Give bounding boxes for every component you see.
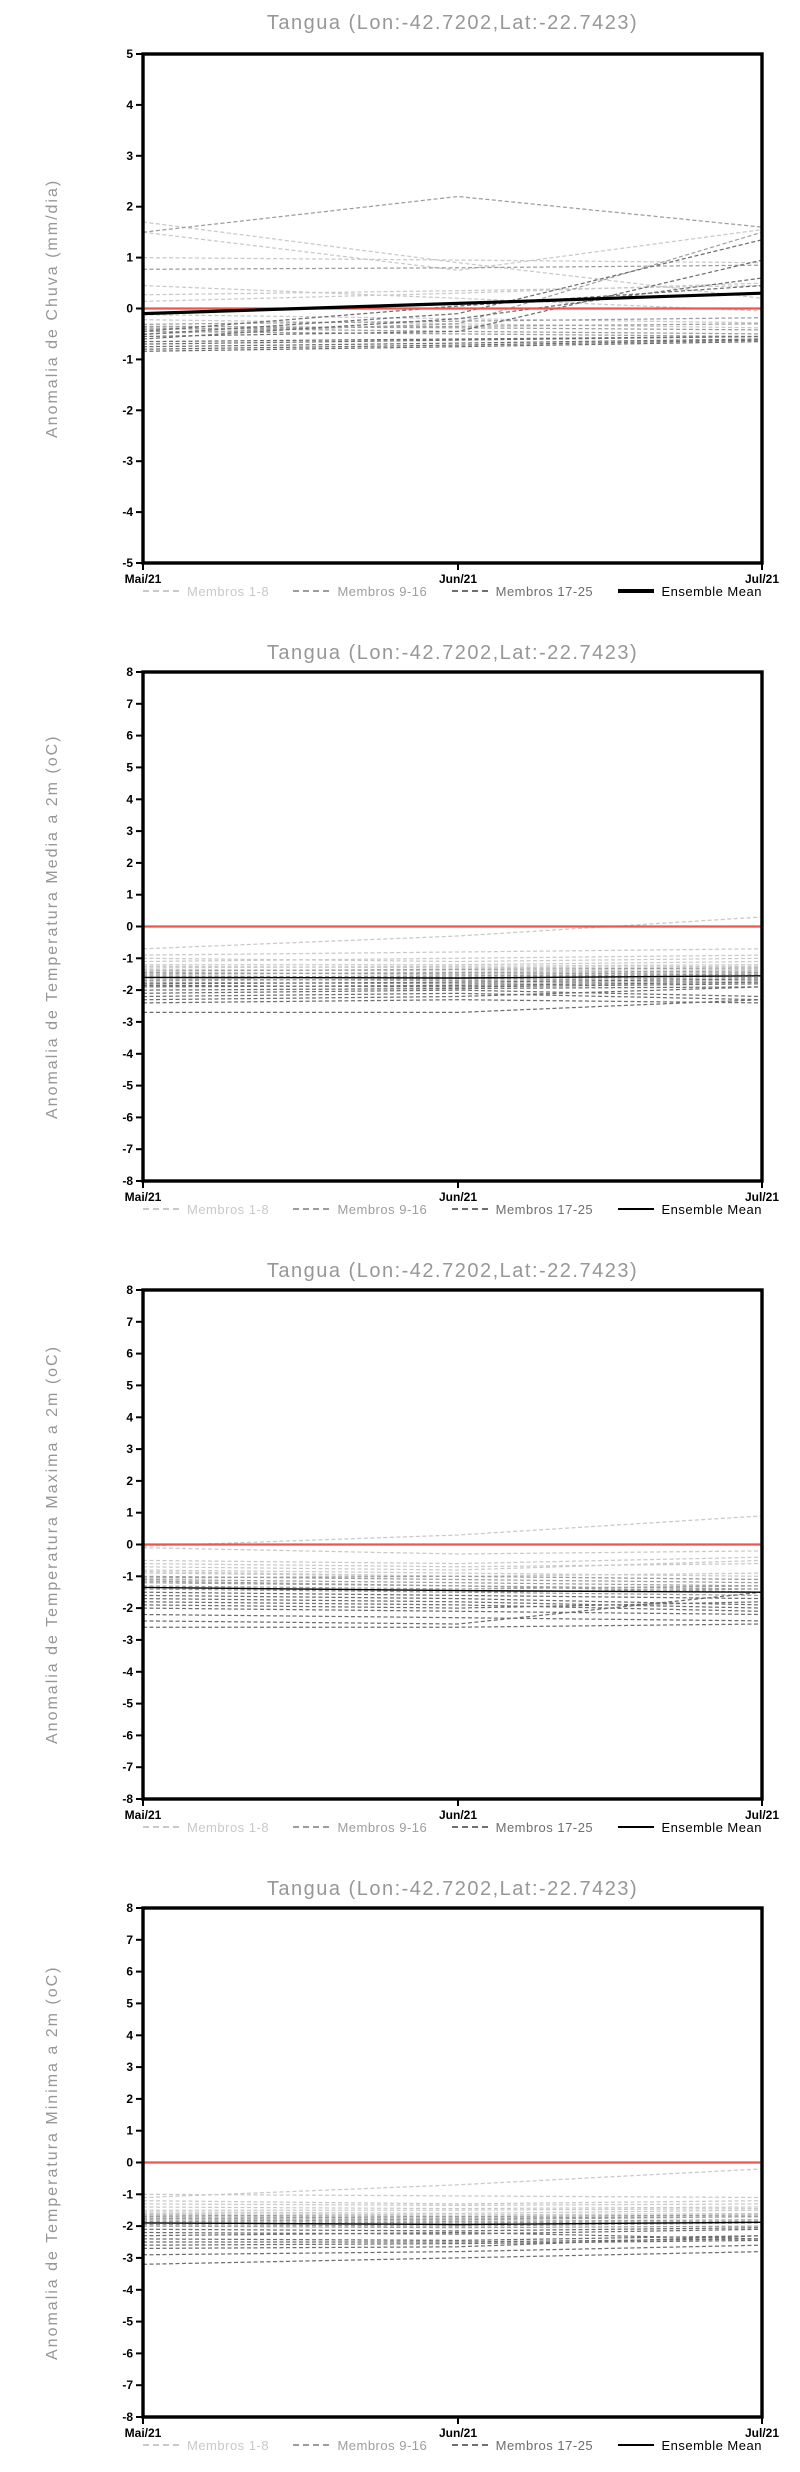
member-line — [143, 1572, 762, 1580]
y-tick-label: 2 — [126, 2091, 133, 2106]
x-tick-label: Jun/21 — [438, 1808, 478, 1822]
member-line — [143, 232, 762, 334]
member-line — [143, 949, 762, 955]
y-tick-label: -1 — [122, 352, 133, 367]
ensemble-mean-line — [143, 293, 762, 313]
member-line — [143, 1602, 762, 1612]
y-tick-label: 7 — [126, 696, 133, 711]
member-line-swatch — [452, 590, 488, 592]
member-line — [143, 1548, 762, 1554]
member-line — [143, 230, 762, 271]
y-tick-label: 0 — [126, 2155, 133, 2170]
y-tick-label: 0 — [126, 1537, 133, 1552]
chart-panel-temp-maxima — [0, 1236, 800, 1854]
y-tick-label: -8 — [122, 1174, 133, 1188]
y-tick-label: -1 — [122, 2187, 133, 2202]
legend-label: Membros 1-8 — [187, 583, 270, 599]
y-axis-label: Anomalia de Temperatura Media a 2m (oC) — [44, 734, 61, 1119]
member-line — [143, 315, 762, 323]
y-tick-label: 4 — [126, 97, 133, 112]
member-line — [143, 2213, 762, 2215]
legend-item — [618, 1202, 762, 1217]
y-tick-label: 2 — [126, 199, 133, 214]
y-tick-label: -3 — [122, 2250, 133, 2265]
legend-label: Membros 17-25 — [495, 583, 594, 599]
legend — [143, 1818, 762, 1836]
legend-item — [618, 2438, 762, 2453]
legend-label: Ensemble Mean — [661, 2437, 762, 2453]
y-tick-label: 3 — [126, 824, 133, 839]
y-tick-label: 4 — [126, 792, 133, 807]
member-line — [143, 286, 762, 311]
x-tick-label: Jun/21 — [438, 1190, 478, 1204]
y-tick-label: -5 — [122, 1078, 133, 1093]
member-line — [143, 1000, 762, 1003]
member-line — [143, 2217, 762, 2219]
y-tick-label: -4 — [122, 1046, 133, 1061]
member-line-swatch — [293, 1208, 329, 1210]
member-line — [143, 337, 762, 342]
y-tick-label: -7 — [122, 1142, 133, 1157]
y-tick-label: 1 — [126, 1505, 133, 1520]
legend-label: Membros 17-25 — [495, 1201, 594, 1217]
member-line-swatch — [143, 2444, 179, 2446]
member-line-swatch — [293, 590, 329, 592]
plot-area — [0, 0, 800, 618]
legend-item — [293, 2438, 427, 2453]
y-tick-label: 7 — [126, 1932, 133, 1947]
legend-label: Ensemble Mean — [661, 583, 762, 599]
legend — [143, 2436, 762, 2454]
x-tick-label: Jul/21 — [744, 572, 780, 586]
y-tick-label: -4 — [122, 2282, 133, 2297]
x-tick-label: Jul/21 — [744, 2426, 780, 2440]
y-tick-label: 0 — [126, 301, 133, 316]
member-line — [143, 2207, 762, 2209]
legend-item — [618, 584, 762, 599]
y-tick-label: 3 — [126, 148, 133, 163]
member-line — [143, 1516, 762, 1546]
member-line — [143, 2236, 762, 2241]
member-line — [143, 1615, 762, 1621]
y-tick-label: 1 — [126, 887, 133, 902]
member-line — [143, 2209, 762, 2211]
y-tick-label: -7 — [122, 2378, 133, 2393]
member-line-swatch — [143, 1826, 179, 1828]
y-tick-label: -6 — [122, 1728, 133, 1743]
ensemble-mean-swatch — [618, 2444, 654, 2446]
ensemble-mean-swatch — [618, 589, 654, 593]
y-tick-label: -5 — [122, 1696, 133, 1711]
member-line-swatch — [452, 1208, 488, 1210]
y-tick-label: 3 — [126, 2060, 133, 2075]
chart-title: Tangua (Lon:-42.7202,Lat:-22.7423) — [266, 642, 639, 664]
legend-label: Membros 9-16 — [337, 1201, 428, 1217]
legend — [143, 1200, 762, 1218]
y-tick-label: 1 — [126, 2123, 133, 2138]
y-tick-label: 4 — [126, 2028, 133, 2043]
y-tick-label: 6 — [126, 728, 133, 743]
member-line — [143, 955, 762, 961]
member-line — [143, 1592, 762, 1624]
legend-item — [143, 1820, 269, 1835]
legend-item — [143, 2438, 269, 2453]
legend-item — [452, 584, 594, 599]
y-tick-label: -2 — [122, 403, 133, 418]
member-line — [143, 2215, 762, 2217]
y-tick-label: -2 — [122, 983, 133, 998]
member-line — [143, 962, 762, 965]
y-tick-label: -3 — [122, 1632, 133, 1647]
legend-label: Membros 17-25 — [495, 1819, 594, 1835]
y-tick-label: 8 — [126, 1901, 133, 1915]
member-line — [143, 2226, 762, 2228]
member-line — [143, 265, 762, 269]
member-line-swatch — [143, 1208, 179, 1210]
chart-panel-temp-media — [0, 618, 800, 1236]
x-tick-label: Jul/21 — [744, 1808, 780, 1822]
y-tick-label: -3 — [122, 1014, 133, 1029]
legend-item — [618, 1820, 762, 1835]
x-tick-label: Jul/21 — [744, 1190, 780, 1204]
y-tick-label: -3 — [122, 454, 133, 469]
y-tick-label: 5 — [126, 47, 133, 61]
member-line-swatch — [452, 1826, 488, 1828]
y-tick-label: -4 — [122, 505, 133, 520]
member-line — [143, 1624, 762, 1627]
ensemble-mean-swatch — [618, 1208, 654, 1210]
y-tick-label: -4 — [122, 1664, 133, 1679]
member-line-swatch — [293, 1826, 329, 1828]
y-tick-label: -7 — [122, 1760, 133, 1775]
legend-item — [452, 1202, 594, 1217]
legend-label: Membros 9-16 — [337, 1819, 428, 1835]
legend-item — [143, 584, 269, 599]
member-line — [143, 1599, 762, 1609]
legend-item — [143, 1202, 269, 1217]
y-axis-label: Anomalia de Temperatura Minima a 2m (oC) — [44, 1965, 61, 2360]
legend-item — [452, 2438, 594, 2453]
legend-label: Membros 1-8 — [187, 1819, 270, 1835]
y-tick-label: -6 — [122, 1110, 133, 1125]
ensemble-mean-swatch — [618, 1826, 654, 1828]
legend — [143, 582, 762, 600]
member-line — [143, 260, 762, 336]
x-tick-label: Jun/21 — [438, 572, 478, 586]
legend-label: Membros 1-8 — [187, 2437, 270, 2453]
y-tick-label: 5 — [126, 1378, 133, 1393]
member-line — [143, 2204, 762, 2206]
y-tick-label: 8 — [126, 665, 133, 679]
member-line — [143, 197, 762, 233]
member-line-swatch — [143, 590, 179, 592]
y-tick-label: 2 — [126, 1473, 133, 1488]
y-tick-label: -1 — [122, 951, 133, 966]
member-line — [143, 2220, 762, 2222]
member-line-swatch — [452, 2444, 488, 2446]
member-line — [143, 1592, 762, 1598]
member-line — [143, 2169, 762, 2198]
x-tick-label: Mai/21 — [124, 2426, 162, 2440]
y-tick-label: 3 — [126, 1442, 133, 1457]
legend-item — [293, 1202, 427, 1217]
y-tick-label: 8 — [126, 1283, 133, 1297]
chart-panel-chuva — [0, 0, 800, 618]
legend-item — [293, 584, 427, 599]
legend-item — [452, 1820, 594, 1835]
y-tick-label: 6 — [126, 1964, 133, 1979]
member-line — [143, 917, 762, 949]
legend-item — [293, 1820, 427, 1835]
x-tick-label: Jun/21 — [438, 2426, 478, 2440]
y-tick-label: -1 — [122, 1569, 133, 1584]
y-axis-label: Anomalia de Temperatura Maxima a 2m (oC) — [44, 1345, 61, 1744]
y-tick-label: -2 — [122, 1601, 133, 1616]
legend-label: Membros 9-16 — [337, 583, 428, 599]
y-tick-label: -5 — [122, 556, 133, 570]
plot-area — [0, 1854, 800, 2472]
y-tick-label: -2 — [122, 2219, 133, 2234]
member-line — [143, 987, 762, 990]
member-line — [143, 1557, 762, 1563]
legend-label: Membros 1-8 — [187, 1201, 270, 1217]
member-line — [143, 331, 762, 336]
y-tick-label: 4 — [126, 1410, 133, 1425]
legend-label: Ensemble Mean — [661, 1201, 762, 1217]
y-tick-label: 6 — [126, 1346, 133, 1361]
member-line — [143, 1564, 762, 1567]
member-line — [143, 1573, 762, 1576]
plot-area — [0, 618, 800, 1236]
y-tick-label: -5 — [122, 2314, 133, 2329]
y-tick-label: -6 — [122, 2346, 133, 2361]
chart-title: Tangua (Lon:-42.7202,Lat:-22.7423) — [266, 12, 639, 34]
ensemble-mean-line — [143, 2222, 762, 2224]
member-line — [143, 2194, 762, 2197]
chart-panel-temp-minima — [0, 1854, 800, 2472]
y-tick-label: 5 — [126, 1996, 133, 2011]
y-tick-label: 5 — [126, 760, 133, 775]
member-line — [143, 987, 762, 1000]
member-line-swatch — [293, 2444, 329, 2446]
y-tick-label: 1 — [126, 250, 133, 265]
member-line — [143, 2201, 762, 2204]
x-tick-label: Mai/21 — [124, 1190, 162, 1204]
chart-title: Tangua (Lon:-42.7202,Lat:-22.7423) — [266, 1878, 639, 1900]
y-tick-label: -8 — [122, 1792, 133, 1806]
x-tick-label: Mai/21 — [124, 1808, 162, 1822]
legend-label: Membros 17-25 — [495, 2437, 594, 2453]
member-line — [143, 2245, 762, 2255]
member-line — [143, 2240, 762, 2245]
y-tick-label: 0 — [126, 919, 133, 934]
legend-label: Ensemble Mean — [661, 1819, 762, 1835]
x-tick-label: Mai/21 — [124, 572, 162, 586]
member-line — [143, 1608, 762, 1614]
y-tick-label: 7 — [126, 1314, 133, 1329]
member-line — [143, 340, 762, 349]
y-axis-label: Anomalia de Chuva (mm/dia) — [44, 178, 61, 439]
legend-label: Membros 9-16 — [337, 2437, 428, 2453]
y-tick-label: 2 — [126, 855, 133, 870]
plot-area — [0, 1236, 800, 1854]
y-tick-label: -8 — [122, 2410, 133, 2424]
member-line — [143, 2228, 762, 2231]
chart-title: Tangua (Lon:-42.7202,Lat:-22.7423) — [266, 1260, 639, 1282]
